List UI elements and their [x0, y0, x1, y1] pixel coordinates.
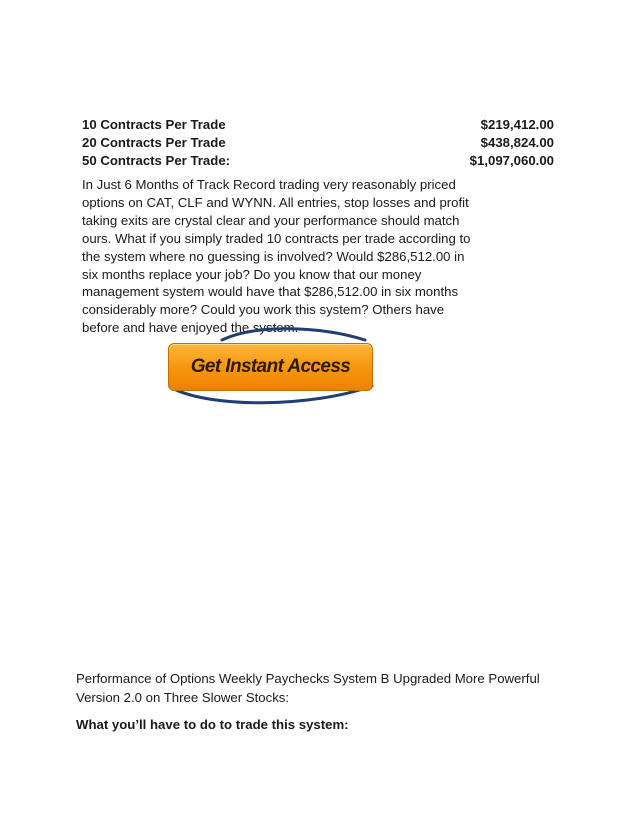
- contract-label: 20 Contracts Per Trade: [82, 135, 226, 150]
- performance-paragraph: Performance of Options Weekly Paychecks System B Upgraded More Powerful Version 2.0 on Three Slower Stocks:: [76, 671, 540, 705]
- instant-access-banner[interactable]: [160, 326, 380, 406]
- contract-label: 50 Contracts Per Trade:: [82, 153, 231, 168]
- contract-row-20: [82, 134, 554, 152]
- track-record-paragraph: In Just 6 Months of Track Record trading very reasonably priced options on CAT, CLF and WYNN. All entries, stop losses and profit taking exits are crystal clear and your performance should match ours. What if you simply traded 10 contracts per trade according to the system where no guessing is involved? Would $286,512.00 in six months replace your job? Do you know that our money management system would have that $286,512.00 in six months considerably more? Could you work this system? Others have before and have enjoyed the system.: [82, 177, 471, 336]
- contract-label: 10 Contracts Per Trade: [82, 117, 226, 132]
- get-instant-access-button[interactable]: Get Instant Access: [168, 343, 373, 391]
- contract-row-10: [82, 116, 554, 134]
- contract-amount: $438,824.00: [480, 135, 554, 150]
- todo-heading: What you’ll have to do to trade this system:: [76, 717, 349, 732]
- contract-amount: $1,097,060.00: [469, 153, 554, 168]
- contract-amount: $219,412.00: [480, 117, 554, 132]
- contract-row-50: [82, 152, 554, 170]
- contracts-table: [82, 116, 554, 170]
